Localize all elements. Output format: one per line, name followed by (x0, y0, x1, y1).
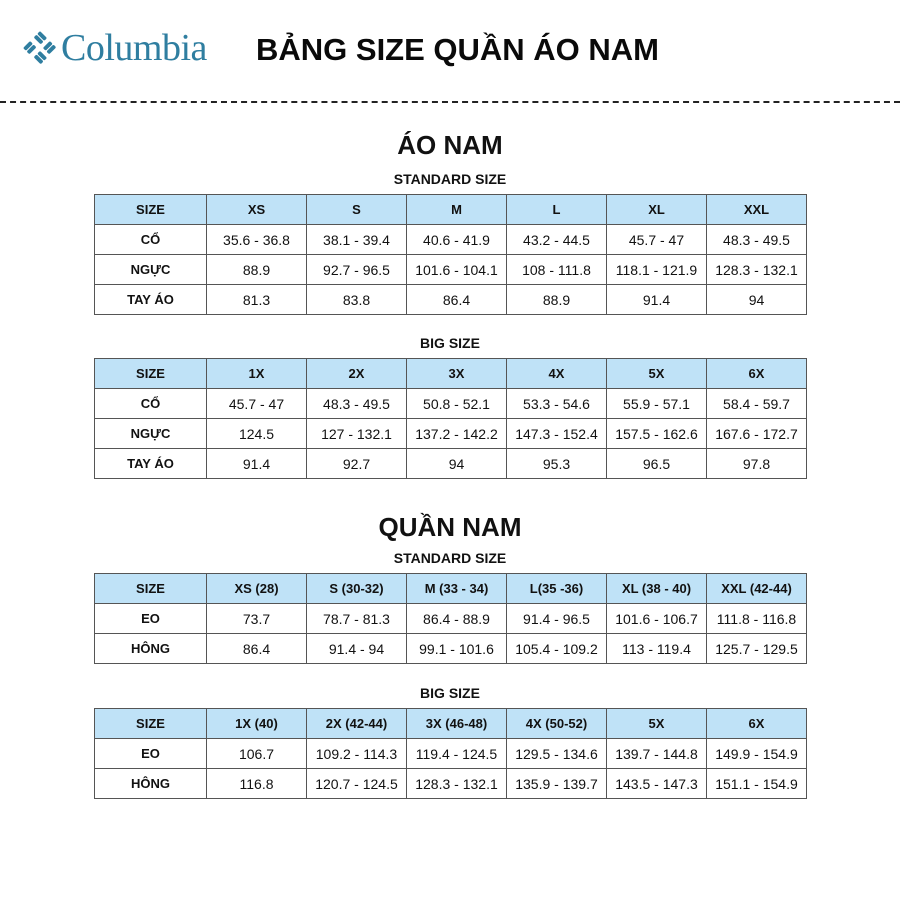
pants-big-subtitle: BIG SIZE (420, 685, 480, 701)
row-label: CỔ (95, 389, 207, 419)
table-cell: 113 - 119.4 (607, 634, 707, 664)
column-header: 6X (707, 709, 807, 739)
table-cell: 91.4 - 94 (307, 634, 407, 664)
columbia-logo (20, 28, 207, 68)
table-cell: 106.7 (207, 739, 307, 769)
column-header: 3X (46-48) (407, 709, 507, 739)
column-header: 3X (407, 359, 507, 389)
table-cell: 101.6 - 104.1 (407, 255, 507, 285)
table-cell: 88.9 (507, 285, 607, 315)
pants-standard-table (94, 573, 807, 664)
column-header: SIZE (95, 195, 207, 225)
column-header: 2X (307, 359, 407, 389)
column-header: SIZE (95, 709, 207, 739)
column-header: S (307, 195, 407, 225)
column-header: L (507, 195, 607, 225)
dashed-divider (0, 101, 900, 103)
shirts-big-subtitle: BIG SIZE (420, 335, 480, 351)
table-header-row (95, 709, 807, 739)
table-row (95, 419, 807, 449)
table-cell: 135.9 - 139.7 (507, 769, 607, 799)
row-label: CỔ (95, 225, 207, 255)
table-row (95, 389, 807, 419)
table-cell: 124.5 (207, 419, 307, 449)
table-cell: 38.1 - 39.4 (307, 225, 407, 255)
table-row (95, 255, 807, 285)
table-cell: 128.3 - 132.1 (407, 769, 507, 799)
table-cell: 108 - 111.8 (507, 255, 607, 285)
row-label: NGỰC (95, 255, 207, 285)
column-header: XL (38 - 40) (607, 574, 707, 604)
column-header: 5X (607, 359, 707, 389)
table-row (95, 769, 807, 799)
shirts-title: ÁO NAM (397, 130, 503, 160)
table-cell: 53.3 - 54.6 (507, 389, 607, 419)
column-header: L(35 -36) (507, 574, 607, 604)
table-header-row (95, 574, 807, 604)
table-cell: 86.4 (407, 285, 507, 315)
logo-wordmark: Columbia (61, 27, 207, 69)
table-cell: 83.8 (307, 285, 407, 315)
table-cell: 73.7 (207, 604, 307, 634)
table-cell: 35.6 - 36.8 (207, 225, 307, 255)
table-cell: 143.5 - 147.3 (607, 769, 707, 799)
table-cell: 86.4 (207, 634, 307, 664)
table-cell: 149.9 - 154.9 (707, 739, 807, 769)
column-header: SIZE (95, 359, 207, 389)
table-cell: 95.3 (507, 449, 607, 479)
table-cell: 78.7 - 81.3 (307, 604, 407, 634)
table-cell: 91.4 (207, 449, 307, 479)
table-cell: 139.7 - 144.8 (607, 739, 707, 769)
column-header: 2X (42-44) (307, 709, 407, 739)
table-cell: 101.6 - 106.7 (607, 604, 707, 634)
column-header: XS (207, 195, 307, 225)
table-cell: 167.6 - 172.7 (707, 419, 807, 449)
page-header (0, 0, 900, 100)
column-header: 5X (607, 709, 707, 739)
column-header: XS (28) (207, 574, 307, 604)
column-header: XXL (42-44) (707, 574, 807, 604)
table-cell: 50.8 - 52.1 (407, 389, 507, 419)
table-cell: 105.4 - 109.2 (507, 634, 607, 664)
pants-standard-subtitle: STANDARD SIZE (393, 550, 507, 566)
row-label: EO (95, 604, 207, 634)
table-cell: 137.2 - 142.2 (407, 419, 507, 449)
shirts-standard-subtitle: STANDARD SIZE (393, 171, 507, 187)
table-cell: 92.7 - 96.5 (307, 255, 407, 285)
page-title: BẢNG SIZE QUẦN ÁO NAM (256, 32, 659, 67)
table-cell: 91.4 (607, 285, 707, 315)
table-row (95, 285, 807, 315)
table-header-row (95, 359, 807, 389)
column-header: M (407, 195, 507, 225)
shirts-big-table (94, 358, 807, 479)
table-cell: 157.5 - 162.6 (607, 419, 707, 449)
table-cell: 94 (707, 285, 807, 315)
row-label: TAY ÁO (95, 449, 207, 479)
column-header: 1X (40) (207, 709, 307, 739)
table-cell: 88.9 (207, 255, 307, 285)
table-row (95, 225, 807, 255)
columbia-diamond-icon (20, 28, 60, 68)
pants-big-table (94, 708, 807, 799)
table-cell: 151.1 - 154.9 (707, 769, 807, 799)
shirts-standard-table (94, 194, 807, 315)
table-cell: 91.4 - 96.5 (507, 604, 607, 634)
table-cell: 58.4 - 59.7 (707, 389, 807, 419)
table-cell: 99.1 - 101.6 (407, 634, 507, 664)
row-label: TAY ÁO (95, 285, 207, 315)
table-cell: 48.3 - 49.5 (707, 225, 807, 255)
column-header: SIZE (95, 574, 207, 604)
table-cell: 111.8 - 116.8 (707, 604, 807, 634)
table-cell: 125.7 - 129.5 (707, 634, 807, 664)
column-header: 4X (507, 359, 607, 389)
table-cell: 45.7 - 47 (607, 225, 707, 255)
table-cell: 119.4 - 124.5 (407, 739, 507, 769)
table-row (95, 449, 807, 479)
table-row (95, 634, 807, 664)
row-label: NGỰC (95, 419, 207, 449)
table-cell: 97.8 (707, 449, 807, 479)
table-cell: 109.2 - 114.3 (307, 739, 407, 769)
table-cell: 128.3 - 132.1 (707, 255, 807, 285)
table-row (95, 739, 807, 769)
column-header: 1X (207, 359, 307, 389)
table-cell: 55.9 - 57.1 (607, 389, 707, 419)
table-cell: 129.5 - 134.6 (507, 739, 607, 769)
table-cell: 118.1 - 121.9 (607, 255, 707, 285)
table-header-row (95, 195, 807, 225)
column-header: S (30-32) (307, 574, 407, 604)
table-row (95, 604, 807, 634)
row-label: HÔNG (95, 769, 207, 799)
table-cell: 40.6 - 41.9 (407, 225, 507, 255)
column-header: XXL (707, 195, 807, 225)
table-cell: 45.7 - 47 (207, 389, 307, 419)
column-header: 6X (707, 359, 807, 389)
row-label: EO (95, 739, 207, 769)
table-cell: 81.3 (207, 285, 307, 315)
table-cell: 116.8 (207, 769, 307, 799)
table-cell: 48.3 - 49.5 (307, 389, 407, 419)
pants-title: QUẦN NAM (378, 512, 522, 542)
table-cell: 86.4 - 88.9 (407, 604, 507, 634)
table-cell: 127 - 132.1 (307, 419, 407, 449)
table-cell: 147.3 - 152.4 (507, 419, 607, 449)
table-cell: 94 (407, 449, 507, 479)
row-label: HÔNG (95, 634, 207, 664)
table-cell: 96.5 (607, 449, 707, 479)
table-cell: 120.7 - 124.5 (307, 769, 407, 799)
column-header: XL (607, 195, 707, 225)
table-cell: 92.7 (307, 449, 407, 479)
column-header: M (33 - 34) (407, 574, 507, 604)
table-cell: 43.2 - 44.5 (507, 225, 607, 255)
column-header: 4X (50-52) (507, 709, 607, 739)
